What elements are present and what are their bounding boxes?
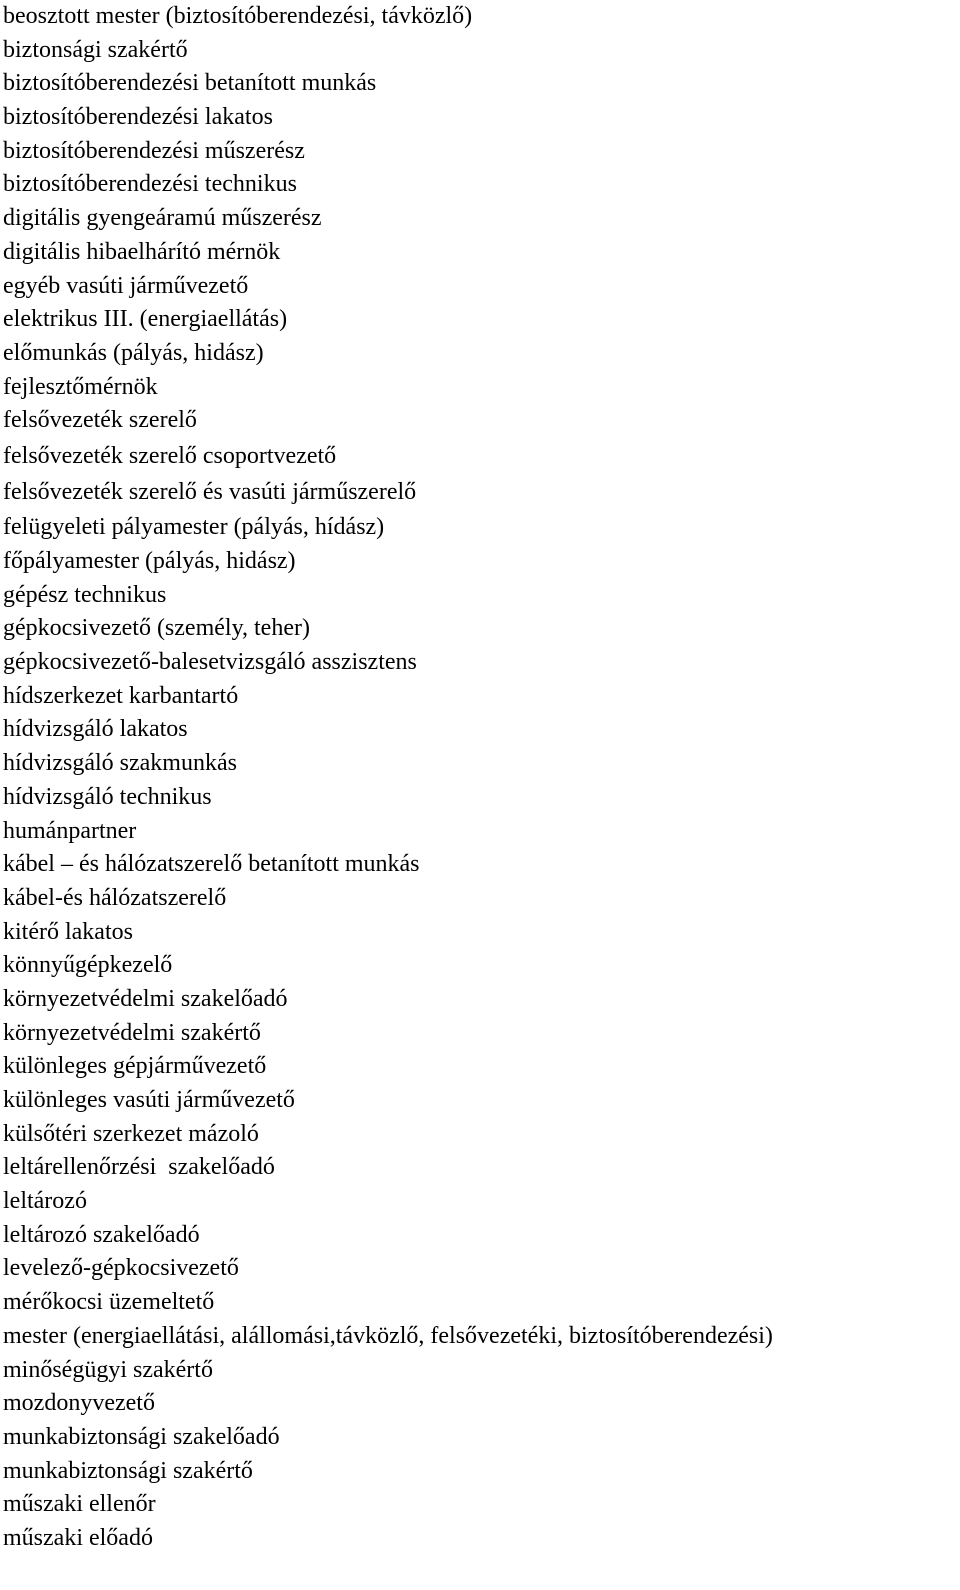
- list-item: biztosítóberendezési lakatos: [3, 104, 273, 131]
- list-item: beosztott mester (biztosítóberendezési, távközlő): [3, 3, 473, 29]
- list-item: környezetvédelmi szakelőadó: [3, 985, 288, 1012]
- list-item: hídvizsgáló lakatos: [3, 716, 188, 743]
- list-item: elektrikus III. (energiaellátás): [3, 306, 288, 333]
- list-item: különleges gépjárművezető: [3, 1053, 267, 1080]
- list-item: biztosítóberendezési technikus: [3, 171, 297, 198]
- list-item: könnyűgépkezelő: [3, 952, 173, 979]
- list-item: levelező-gépkocsivezető: [3, 1255, 239, 1282]
- list-item: kitérő lakatos: [3, 918, 133, 945]
- job-title-list: [3, 0, 953, 1556]
- list-item: humánpartner: [3, 817, 137, 844]
- list-item: digitális hibaelhárító mérnök: [3, 238, 281, 265]
- list-item: felsővezeték szerelő: [3, 407, 197, 434]
- list-item: felsővezeték szerelő és vasúti járműszerelő: [3, 478, 417, 505]
- list-item: mozdonyvezető: [3, 1390, 155, 1417]
- list-item: fejlesztőmérnök: [3, 373, 158, 400]
- list-item: gépkocsivezető-balesetvizsgáló asszisztens: [3, 649, 417, 676]
- list-item: mérőkocsi üzemeltető: [3, 1289, 215, 1316]
- list-item: előmunkás (pályás, hidász): [3, 339, 264, 366]
- list-item: gépész technikus: [3, 581, 167, 608]
- list-item: műszaki ellenőr: [3, 1491, 156, 1518]
- list-item: digitális gyengeáramú műszerész: [3, 205, 322, 232]
- list-item: hídvizsgáló technikus: [3, 783, 212, 810]
- list-item: különleges vasúti járművezető: [3, 1087, 295, 1113]
- list-item: hídszerkezet karbantartó: [3, 682, 239, 709]
- list-item: hídvizsgáló szakmunkás: [3, 750, 237, 777]
- list-item: környezetvédelmi szakértő: [3, 1019, 261, 1046]
- list-item: kábel – és hálózatszerelő betanított munkás: [3, 851, 420, 878]
- list-item: minőségügyi szakértő: [3, 1356, 213, 1383]
- list-item: felsővezeték szerelő csoportvezető: [3, 442, 337, 469]
- list-item: kábel-és hálózatszerelő: [3, 884, 227, 911]
- list-item: biztosítóberendezési műszerész: [3, 137, 305, 164]
- list-item: munkabiztonsági szakelőadó: [3, 1423, 280, 1450]
- list-item: gépkocsivezető (személy, teher): [3, 615, 310, 642]
- list-item: főpályamester (pályás, hidász): [3, 548, 296, 574]
- list-item: biztonsági szakértő: [3, 36, 188, 63]
- list-item: biztosítóberendezési betanított munkás: [3, 70, 377, 97]
- list-item: egyéb vasúti járművezető: [3, 272, 249, 299]
- list-item: mester (energiaellátási, alállomási,távközlő, felsővezetéki, biztosítóberendezési): [3, 1322, 773, 1349]
- list-item: műszaki előadó: [3, 1524, 153, 1551]
- list-item: leltárellenőrzési szakelőadó: [3, 1154, 275, 1181]
- list-item: munkabiztonsági szakértő: [3, 1457, 253, 1484]
- list-item: leltározó szakelőadó: [3, 1221, 200, 1248]
- list-item: külsőtéri szerkezet mázoló: [3, 1120, 259, 1147]
- list-item: leltározó: [3, 1188, 87, 1215]
- list-item: felügyeleti pályamester (pályás, hídász): [3, 514, 385, 541]
